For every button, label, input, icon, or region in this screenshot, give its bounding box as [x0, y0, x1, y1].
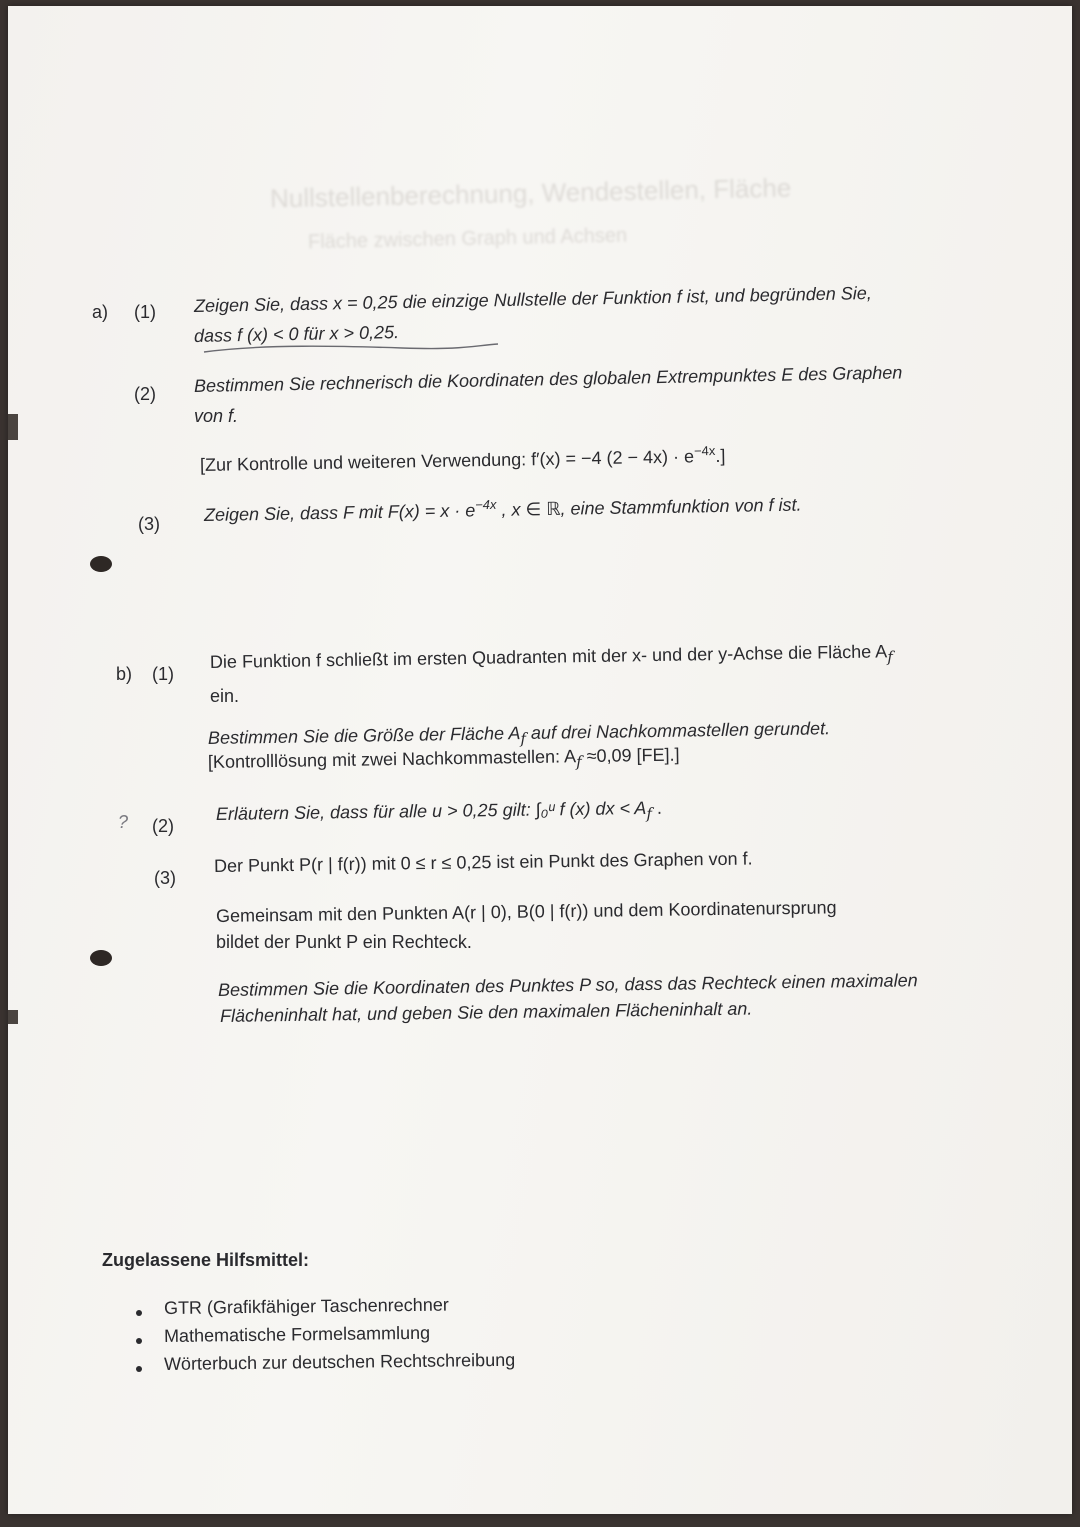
task-b3-number: (3) — [154, 868, 176, 888]
task-a3-number: (3) — [138, 514, 160, 534]
task-b2-text-main: Erläutern Sie, dass für alle u > 0,25 gilt: ∫₀ᵘ f (x) dx < A — [215, 797, 647, 824]
task-b1-number: (1) — [152, 664, 174, 684]
binder-mark — [8, 414, 18, 440]
aids-item-3: Wörterbuch zur deutschen Rechtschreibung — [163, 1349, 516, 1374]
area-subscript: f — [520, 729, 527, 748]
task-b1-line-2: ein. — [210, 686, 240, 706]
task-b1-line-1-text: Die Funktion f schließt im ersten Quadranten mit der x- und der y-Achse die Fläche A — [209, 641, 888, 672]
exam-sheet — [8, 6, 1072, 1514]
task-b3-line-1: Der Punkt P(r | f(r)) mit 0 ≤ r ≤ 0,25 ist ein Punkt des Graphen von f. — [213, 848, 753, 876]
bullet — [136, 1338, 142, 1344]
task-a2-hint-text: [Zur Kontrolle und weiteren Verwendung: f′(x) = −4 (2 − 4x) · e — [199, 446, 695, 475]
task-b2-text-end: . — [651, 797, 663, 818]
task-a3-text — [204, 492, 802, 526]
task-a2-line-1: Bestimmen Sie rechnerisch die Koordinaten des globalen Extrempunktes E des Graphen — [193, 362, 903, 396]
pencil-underline — [202, 338, 502, 358]
aids-item-2: Mathematische Formelsammlung — [163, 1322, 431, 1346]
task-b3-line-4: Bestimmen Sie die Koordinaten des Punktes P so, dass das Rechteck einen maximalen — [217, 970, 918, 1000]
punch-hole-top — [90, 556, 112, 572]
task-a-label: a) — [92, 302, 109, 322]
bullet — [136, 1366, 142, 1372]
task-b3-line-2: Gemeinsam mit den Punkten A(r | 0), B(0 | f(r)) und dem Koordinatenursprung — [215, 897, 837, 926]
task-a2-line-2: von f. — [194, 406, 239, 426]
task-b1-line-4-text: [Kontrolllösung mit zwei Nachkommastellen: A — [207, 746, 577, 772]
binder-mark — [8, 1010, 18, 1024]
task-b1-line-1 — [210, 641, 893, 676]
aids-heading: Zugelassene Hilfsmittel: — [102, 1250, 310, 1270]
task-b1-line-3-text: Bestimmen Sie die Größe der Fläche A — [207, 723, 521, 748]
area-subscript: f — [646, 804, 653, 823]
task-a1-number: (1) — [134, 302, 156, 322]
area-subscript: f — [887, 647, 893, 666]
task-b1-line-3-end: auf drei Nachkommastellen gerundet. — [525, 718, 831, 744]
task-a1-line-2: dass f (x) < 0 für x > 0,25. — [193, 322, 400, 346]
task-a3-text-start: Zeigen Sie, dass F mit F(x) = x · e — [203, 500, 476, 525]
task-b2-text — [216, 798, 662, 829]
task-a2-hint-exponent: −4x — [693, 443, 716, 459]
task-b3-line-3: bildet der Punkt P ein Rechteck. — [216, 932, 472, 952]
task-a2-hint — [200, 443, 726, 476]
task-b-label: b) — [116, 664, 133, 684]
task-b3-line-5: Flächeninhalt hat, und geben Sie den maximalen Flächeninhalt an. — [219, 998, 753, 1026]
bleed-through-line-2: Fläche zwischen Graph und Achsen — [307, 224, 628, 254]
task-b1-line-4-end: ≈0,09 [FE].] — [581, 744, 680, 767]
punch-hole-bottom — [90, 950, 112, 966]
bleed-through-line-1: Nullstellenberechnung, Wendestellen, Fläche — [269, 172, 792, 214]
task-b2-number: (2) — [152, 816, 174, 836]
task-a3-text-end: , x ∈ ℝ, eine Stammfunktion von f ist. — [496, 494, 802, 520]
task-a2-hint-end: .] — [715, 445, 726, 467]
task-b2-margin-mark: ? — [118, 812, 129, 832]
aids-item-1: GTR (Grafikfähiger Taschenrechner — [163, 1294, 449, 1318]
task-a2-number: (2) — [134, 384, 156, 404]
area-subscript: f — [576, 752, 582, 771]
task-a1-line-1: Zeigen Sie, dass x = 0,25 die einzige Nullstelle der Funktion f ist, und begründen Sie, — [193, 282, 872, 316]
bullet — [136, 1310, 142, 1316]
task-a3-exponent: −4x — [474, 496, 497, 513]
